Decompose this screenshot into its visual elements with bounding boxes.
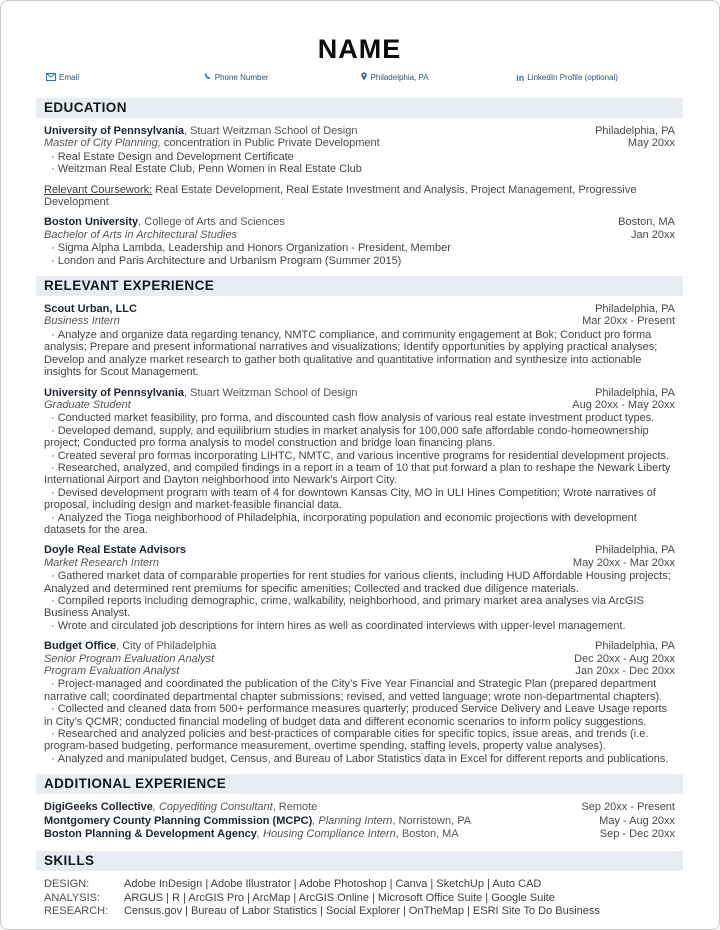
experience-entry (44, 387, 675, 537)
contact-location[interactable] (360, 72, 517, 84)
experience-bullet: · Created several pro formas incorporating LIHTC, NMTC, and various incentive programs for residential development projects. (44, 450, 675, 462)
location-pin-icon (360, 72, 368, 84)
job-title: , Copyediting Consultant (152, 801, 273, 814)
experience-bullet: · Compiled reports including demographic, crime, walkability, neighborhood, and primary market area analyses via ArcGIS Business Analyst. (44, 595, 675, 620)
degree-title: Master of City Planning, (44, 137, 161, 150)
job-dates: May 20xx - Mar 20xx (572, 556, 675, 569)
education-entry (44, 216, 675, 267)
job-title: , Housing Compliance Intern (256, 828, 396, 841)
company-location-inline: , Remote (272, 801, 318, 814)
experience-bullet: · Gathered market data of comparable properties for rent studies for various clients, including HUD Affordable Housing projects; Analyzed and determined rent premiums for specific amenities; Collected and tracked due diligence materials. (44, 570, 675, 595)
degree-title: Bachelor of Arts in Architectural Studies (44, 228, 237, 241)
school-name: University of Pennsylvania (44, 125, 184, 137)
contact-email[interactable] (46, 72, 203, 84)
contact-phone-label: Phone Number (214, 73, 269, 82)
skill-row-analysis (44, 892, 675, 906)
company-location: Philadelphia, PA (595, 386, 675, 399)
additional-experience-list (44, 801, 675, 842)
job-dates: Aug 20xx - May 20xx (572, 398, 675, 411)
education-bullet: · Weitzman Real Estate Club, Penn Women in Real Estate Club (44, 163, 675, 175)
education-bullet: · London and Paris Architecture and Urbanism Program (Summer 2015) (44, 255, 675, 267)
school-location: Philadelphia, PA (595, 125, 675, 137)
experience-bullet: · Collected and cleaned data from 500+ performance measures quarterly; produced Service Delivery and Leave Usage reports in City’s QCMR; conducted financial modeling of budget data and different economic scenarios to inform policy suggestions. (44, 703, 675, 728)
experience-bullet: · Devised development program with team of 4 for downtown Kansas City, MO in ULI Hines Competition; Wrote narratives of proposal, including design and market-feasible financial data. (44, 487, 675, 512)
company-location: Philadelphia, PA (595, 544, 675, 557)
company-name: Scout Urban, LLC (44, 303, 137, 316)
page-title: NAME (317, 34, 402, 64)
skill-values: ARGUS | R | ArcGIS Pro | ArcMap | ArcGIS Online | Microsoft Office Suite | Google Suite (124, 891, 555, 904)
company-location-inline: , Norristown, PA (392, 814, 472, 827)
job-dates: Sep - Dec 20xx (599, 828, 675, 841)
section-header-skills: SKILLS (36, 851, 683, 871)
experience-bullet: · Project-managed and coordinated the publication of the City’s Five Year Financial and Strategic Plan (prepared department narrative call; coordinated departmental chapter submissions; revised, and vetted language; wrote non-departmental chapters). (44, 678, 675, 703)
experience-bullet: · Analyze and organize data regarding tenancy, NMTC compliance, and community engagement at Bok; Conduct pro forma analysis; Prepare and present informational narratives and visualizations; Identify opportunities by applying practical analyses; Develop and analyze market research to gather both qualitative and quantitative information and synthesize into actionable insights for Scout Management. (44, 329, 675, 379)
company-location-inline: , Boston, MA (395, 828, 459, 841)
experience-bullet: · Analyzed and manipulated budget, Census, and Bureau of Labor Statistics data in Excel for different reports and publications. (44, 753, 675, 765)
email-icon (46, 73, 56, 84)
additional-experience-row (44, 815, 675, 829)
job-dates: Jan 20xx - Dec 20xx (575, 665, 675, 678)
contact-location-label: Philadelphia, PA (370, 73, 429, 82)
section-header-education: EDUCATION (36, 98, 683, 118)
school-location: Boston, MA (618, 216, 675, 229)
job-dates: Sep 20xx - Present (581, 801, 675, 814)
experience-bullet: · Developed demand, supply, and equilibrium studies in market analysis for 100,000 safe affordable condo-homeownership project; Conducted pro forma analysis to model construction and bridge loan financing plans. (44, 425, 675, 450)
company-name: Doyle Real Estate Advisors (44, 544, 187, 557)
job-title: , Planning Intern (312, 814, 393, 827)
job-dates: Dec 20xx - Aug 20xx (574, 652, 675, 665)
education-bullet: · Real Estate Design and Development Certificate (44, 151, 675, 163)
skill-values: Census.gov | Bureau of Labor Statistics | Social Explorer | OnTheMap | ESRI Site To Do Business (124, 905, 600, 918)
coursework-label: Relevant Coursework: (44, 183, 153, 196)
section-header-relevant-experience: RELEVANT EXPERIENCE (36, 276, 683, 296)
contact-email-label: Email (59, 73, 80, 82)
company-location: Philadelphia, PA (595, 303, 675, 316)
skill-row-design (44, 878, 675, 892)
skills-list (44, 878, 675, 919)
company-location: Philadelphia, PA (595, 640, 675, 653)
job-title: Graduate Student (44, 398, 131, 411)
company-name: Montgomery County Planning Commission (MCPC) (44, 814, 313, 827)
job-dates: May - Aug 20xx (599, 814, 675, 827)
coursework-list: Real Estate Development, Real Estate Investment and Analysis, Project Management, Progressive Development (44, 183, 637, 209)
job-dates: Mar 20xx - Present (582, 315, 675, 328)
education-bullet: · Sigma Alpha Lambda, Leadership and Honors Organization - President, Member (44, 242, 675, 254)
experience-bullet: · Wrote and circulated job descriptions for intern hires as well as coordinated interviews with upper-level management. (44, 620, 675, 632)
education-entry (44, 125, 675, 176)
degree-detail: concentration in Public Private Development (160, 137, 380, 150)
skill-values: Adobe InDesign | Adobe Illustrator | Adobe Photoshop | Canva | SketchUp | Auto CAD (124, 877, 542, 890)
experience-bullet: · Researched, analyzed, and compiled findings in a report in a team of 10 that put forward a plan to reshape the Newark Liberty International Airport and Dayton neighborhood into Newark’s Airport City. (44, 462, 675, 487)
job-title: Program Evaluation Analyst (44, 665, 180, 678)
job-title: Market Research Intern (44, 556, 159, 569)
skill-row-research (44, 905, 675, 919)
skill-category-label: ANALYSIS: (44, 891, 101, 904)
experience-bullet: · Conducted market feasibility, pro forma, and discounted cash flow analysis of various real estate investment product types. (44, 412, 675, 424)
job-title: Senior Program Evaluation Analyst (44, 652, 215, 665)
company-name: Budget Office (44, 640, 117, 653)
degree-dates: May 20xx (627, 137, 675, 150)
school-subunit: , Stuart Weitzman School of Design (184, 125, 358, 137)
contact-row (46, 72, 673, 84)
skill-category-label: DESIGN: (44, 877, 90, 890)
section-header-additional-experience: ADDITIONAL EXPERIENCE (36, 774, 683, 794)
degree-dates: Jan 20xx (630, 228, 675, 241)
contact-phone[interactable] (203, 72, 360, 84)
linkedin-icon: in (516, 72, 525, 83)
experience-entry (44, 303, 675, 378)
experience-entry (44, 544, 675, 632)
contact-linkedin-label: LinkedIn Profile (optional) (527, 73, 618, 82)
company-detail: , City of Philadelphia (116, 640, 217, 653)
company-name: DigiGeeks Collective (44, 801, 153, 814)
company-name: University of Pennsylvania (44, 386, 184, 399)
experience-bullet: · Analyzed the Tioga neighborhood of Philadelphia, incorporating population and economic projections with development datasets for the area. (44, 512, 675, 537)
school-subunit: , College of Arts and Sciences (138, 216, 285, 229)
experience-bullet: · Researched and analyzed policies and best-practices of comparable cities for specific topics, issue areas, and trends (i.e. program-based budgeting, performance measurement, overtime spending, staffing levels, property value analyses). (44, 728, 675, 753)
company-name: Boston Planning & Development Agency (44, 828, 257, 841)
phone-icon (203, 72, 212, 84)
relevant-coursework-line (44, 184, 675, 209)
experience-entry (44, 640, 675, 765)
skill-category-label: RESEARCH: (44, 905, 109, 918)
additional-experience-row (44, 828, 675, 842)
school-name: Boston University (44, 216, 139, 229)
company-detail: , Stuart Weitzman School of Design (184, 386, 358, 399)
job-title: Business Intern (44, 315, 120, 328)
contact-linkedin[interactable] (516, 72, 673, 84)
additional-experience-row (44, 801, 675, 815)
